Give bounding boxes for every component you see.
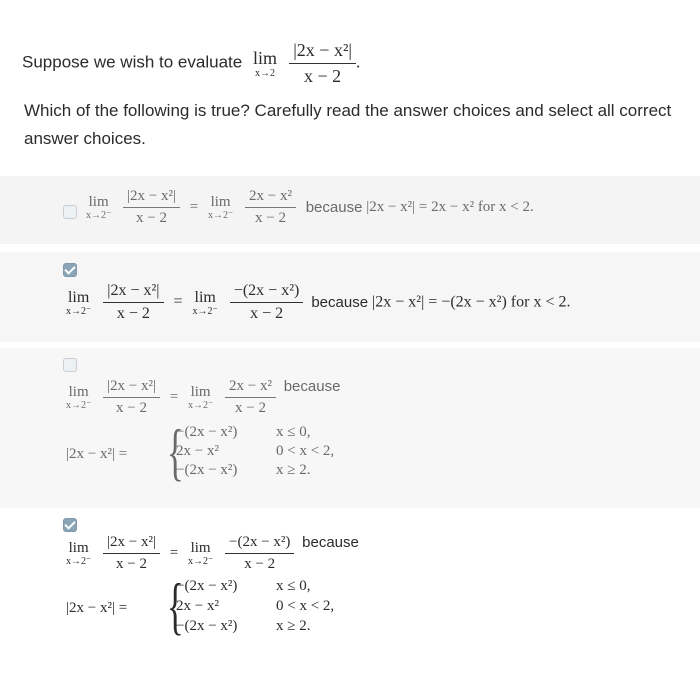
option-3-case-1: −(2x − x²) x ≤ 0, (176, 424, 311, 440)
option-3-checkbox[interactable] (63, 358, 77, 372)
option-3-equation: lim x→2⁻ $\frac{\text{|2x − x²|}}{x - 2}$ = lim x→2⁻ $\frac{\text{2x − x²}}{x - 2}$ because (66, 378, 341, 416)
option-3-case-3: −(2x − x²) x ≥ 2. (176, 462, 311, 478)
option-4-case-2: 2x − x² 0 < x < 2, (176, 598, 335, 614)
option-2-equation: lim x→2⁻ $\frac{\text{|2x − x²|}}{x - 2}$ = lim x→2⁻ $\frac{\text{−(2x − x²)}}{x - 2}$ because |2x − x²| = −(2x − x²) for x < 2. (66, 282, 571, 322)
option-2-checkbox[interactable] (63, 263, 77, 277)
question-text: Which of the following is true? Carefully read the answer choices and select all correct answer choices. (24, 101, 672, 148)
option-3-case-2: 2x − x² 0 < x < 2, (176, 443, 335, 459)
option-4-case-1: −(2x − x²) x ≤ 0, (176, 578, 311, 594)
option-4-checkbox[interactable] (63, 518, 77, 532)
option-3[interactable] (0, 348, 700, 508)
intro-limit: lim x→2 (252, 48, 277, 79)
intro-fraction: $\frac{\text{|2x − x²|}}{x - 2}$ (289, 40, 356, 87)
intro-prefix: Suppose we wish to evaluate (22, 52, 243, 72)
option-4-brace: { (166, 570, 184, 641)
problem-statement: Suppose we wish to evaluate lim x→2 $\frac{\text{|2x − x²|}}{x - 2}$ . (22, 40, 361, 86)
option-1-equation: lim x→2⁻ $\frac{\text{|2x − x²|}}{x - 2}$ = lim x→2⁻ $\frac{\text{2x − x²}}{x - 2}$ because |2x − x²| = 2x − x² for x < 2. (86, 188, 534, 226)
option-4-case-3: −(2x − x²) x ≥ 2. (176, 618, 311, 634)
option-3-brace: { (166, 416, 184, 487)
option-4-piecewise-lhs: |2x − x²| = (66, 600, 128, 616)
option-1-checkbox[interactable] (63, 205, 77, 219)
option-4-equation: lim x→2⁻ $\frac{\text{|2x − x²|}}{x - 2}$ = lim x→2⁻ $\frac{\text{−(2x − x²)}}{x - 2}$ because (66, 534, 359, 572)
option-3-piecewise-lhs: |2x − x²| = (66, 446, 128, 462)
